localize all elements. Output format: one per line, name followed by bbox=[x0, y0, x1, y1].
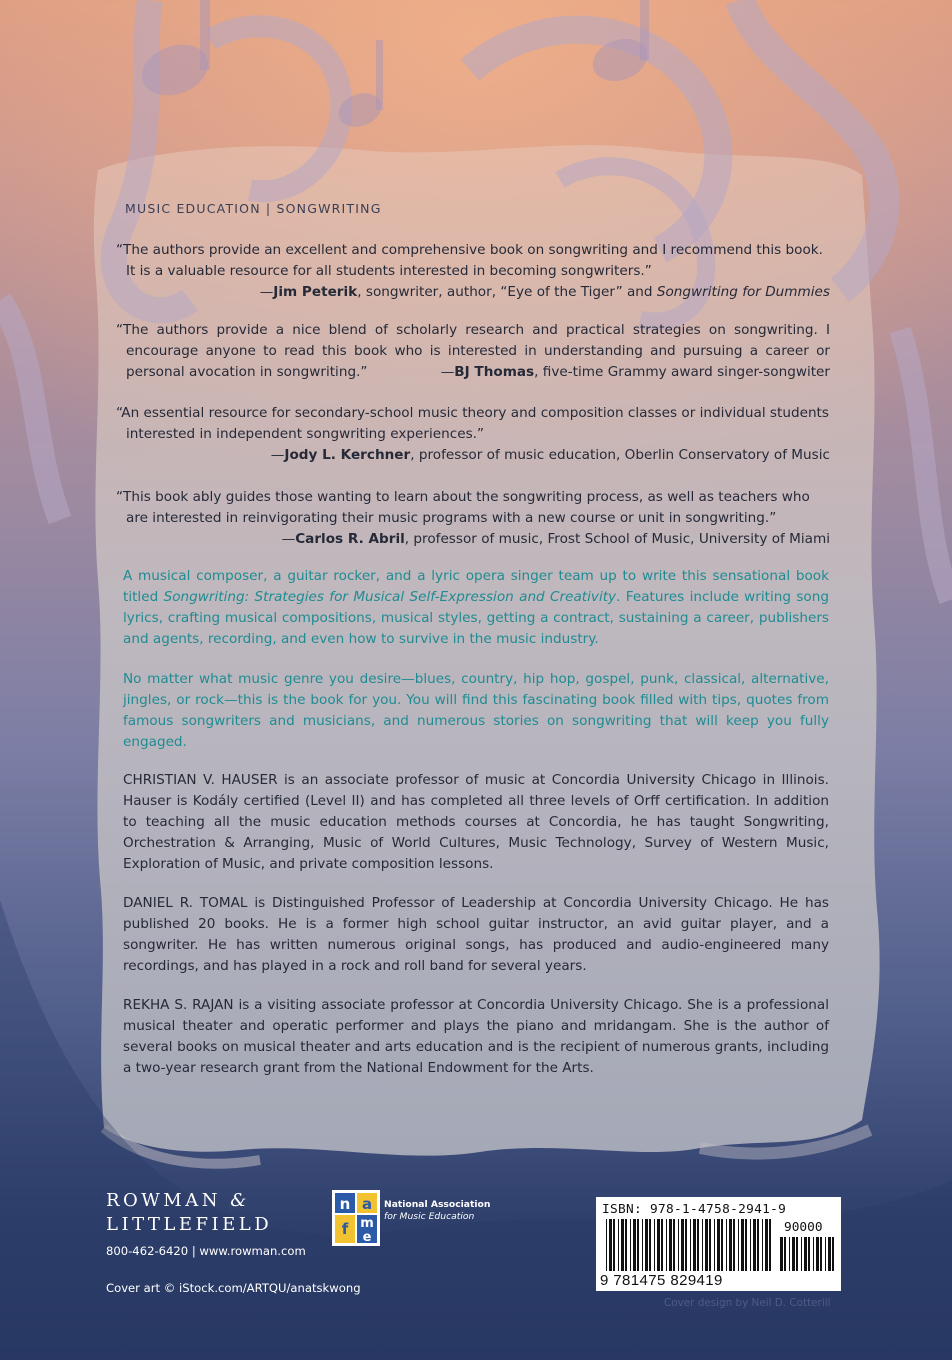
book-title: Songwriting: Strategies for Musical Self-Expression and Creativity bbox=[163, 589, 617, 605]
barcode-digits: 9 781475 829419 bbox=[600, 1272, 723, 1289]
category-label: MUSIC EDUCATION | SONGWRITING bbox=[125, 201, 382, 216]
publisher-logo: ROWMAN & LITTLEFIELD bbox=[106, 1190, 273, 1235]
author-bio-hauser: CHRISTIAN V. HAUSER is an associate professor of music at Concordia University Chicago in Illinois. Hauser is Kodály certified (Level II) and has completed all three levels of Orff certification. In addition to teaching all the music education methods courses at Concordia, he has taught Songwriting, Orchestration & Arranging, Music of World Cultures, Music Technology, Survey of Western Music, Exploration of Music, and private composition lessons. bbox=[123, 772, 829, 872]
quote-text: “The authors provide a nice blend of scholarly research and practical strategies on songwriting. I encourage anyone to read this book who is interested in understanding and pursuing a career or personal avocation in songwriting.” bbox=[116, 322, 830, 380]
author-bio-tomal: DANIEL R. TOMAL is Distinguished Professor of Leadership at Concordia University Chicago. He has published 20 books. He is a former high school guitar instructor, an avid guitar player, and a songwriter. He has written numerous original songs, has produced and audio-engineered many recordings, and has played in a rock and roll band for several years. bbox=[123, 895, 829, 974]
publisher-contact: 800-462-6420 | www.rowman.com bbox=[106, 1244, 306, 1258]
endorsement-quote-4 bbox=[116, 487, 830, 550]
quote-author: BJ Thomas bbox=[454, 364, 535, 380]
quote-attribution: —BJ Thomas, five-time Grammy award singer-songwiter bbox=[440, 364, 830, 380]
isbn-barcode bbox=[596, 1197, 841, 1291]
price-code: 90000 bbox=[784, 1220, 823, 1235]
quote-author: Jody L. Kerchner bbox=[284, 447, 411, 463]
nafme-name: National Association for Music Education bbox=[384, 1199, 491, 1222]
quote-author: Carlos R. Abril bbox=[295, 531, 405, 547]
quote-attribution: —Jody L. Kerchner, professor of music education, Oberlin Conservatory of Music bbox=[270, 447, 830, 463]
isbn-number: ISBN: 978-1-4758-2941-9 bbox=[602, 1202, 787, 1217]
quote-author: Jim Peterik bbox=[273, 284, 358, 300]
svg-text:e: e bbox=[362, 1230, 372, 1245]
description-paragraph-2: No matter what music genre you desire—blues, country, hip hop, gospel, punk, classical, alternative, jingles, or rock—this is the book for you. You will find this fascinating book filled with tips, quotes from famous songwriters and musicians, and numerous stories on songwriting that will keep you fully engaged. bbox=[123, 671, 829, 750]
endorsement-quote-3 bbox=[116, 403, 830, 466]
svg-text:a: a bbox=[361, 1195, 373, 1213]
barcode-addon-bars-icon bbox=[780, 1237, 836, 1271]
svg-text:f: f bbox=[341, 1220, 349, 1238]
cover-design-credit: Cover design by Neil D. Cotterill bbox=[664, 1297, 831, 1309]
nafme-logo-icon bbox=[332, 1190, 380, 1246]
quote-text: “An essential resource for secondary-school music theory and composition classes or individual students interested in independent songwriting experiences.” bbox=[116, 405, 829, 442]
quote-text: “The authors provide an excellent and comprehensive book on songwriting and I recommend this book. It is a valuable resource for all students interested in becoming songwriters.” bbox=[116, 242, 824, 279]
description-paragraph-1: A musical composer, a guitar rocker, and a lyric opera singer team up to write this sensational book titled Songwriting: Strategies for Musical Self-Expression and Creativity. Features include writing song lyrics, crafting musical compositions, musical styles, getting a contract, sustaining a career, publishers and agents, recording, and even how to survive in the music industry. bbox=[123, 568, 829, 647]
quote-attribution: —Carlos R. Abril, professor of music, Frost School of Music, University of Miami bbox=[281, 531, 830, 547]
cover-art-credit: Cover art © iStock.com/ARTQU/anatskwong bbox=[106, 1281, 361, 1295]
svg-text:m: m bbox=[360, 1216, 374, 1231]
quote-text: “This book ably guides those wanting to learn about the songwriting process, as well as teachers who are interested in reinvigorating their music programs with a new course or unit in songwriting.” bbox=[116, 489, 810, 526]
quote-attribution: —Jim Peterik, songwriter, author, “Eye of the Tiger” and Songwriting for Dummies bbox=[259, 284, 830, 300]
svg-text:n: n bbox=[339, 1195, 351, 1213]
endorsement-quote-1 bbox=[116, 240, 830, 303]
barcode-bars-icon bbox=[606, 1219, 774, 1271]
endorsement-quote-2 bbox=[116, 320, 830, 383]
author-bio-rajan: REKHA S. RAJAN is a visiting associate professor at Concordia University Chicago. She is a professional musical theater and operatic performer and plays the piano and mridangam. She is the author of several books on musical theater and arts education and is the recipient of numerous grants, including a two-year research grant from the National Endowment for the Arts. bbox=[123, 997, 829, 1076]
